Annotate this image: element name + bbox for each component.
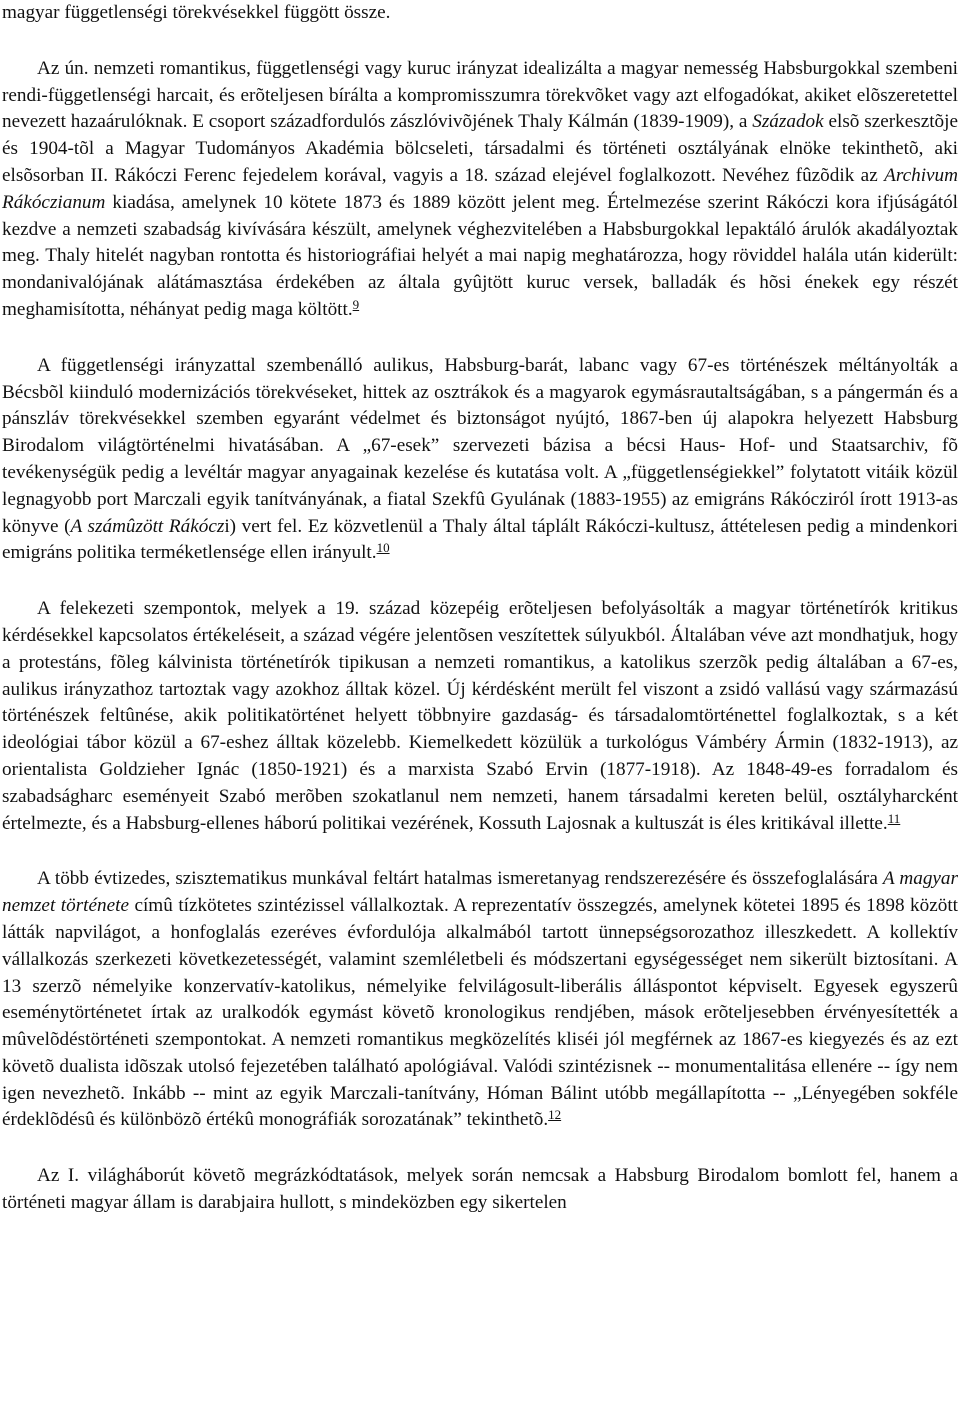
journal-title: Századok — [752, 111, 824, 133]
paragraph-wwi — [2, 1163, 958, 1217]
text-run: i) vert fel. Ez közvetlenül a Thaly által táplált Rákóczi-kultusz, áttételesen pedig a mindenkori emigráns politika terméketlensége ellen irányult. — [2, 515, 958, 564]
footnote-link-11[interactable]: 11 — [887, 810, 901, 826]
paragraph-synthesis — [2, 866, 958, 1134]
text-run: Az ún. nemzeti romantikus, függetlenségi vagy kuruc irányzat idealizálta a magyar nemesség Habsburgokkal szembeni rendi-függetlenségi harcait, és erõteljesen bírálta a kompromisszumra törekvõket vagy azt elfogadókat, akiket elõszeretettel nevezett hazaárulóknak. E csoport századfordulós zászlóvivõjének Thaly Kálmán (1839-1909), a — [2, 57, 958, 133]
text-run: elsõ szerkesztõje és 1904-tõl a Magyar Tudományos Akadémia bölcseleti, társadalmi és történeti osztályának elnöke tekinthetõ, aki elsõsorban II. Rákóczi Ferenc fejedelem korával, vagyis a 18. század elejével foglalkozott. Nevéhez fûzõdik az — [2, 111, 958, 186]
footnote-link-9[interactable]: 9 — [352, 296, 360, 312]
text-run: Az I. világháborút követõ megrázkódtatások, melyek során nemcsak a Habsburg Birodalom bomlott fel, hanem a történeti magyar állam is darabjaira hullott, s mindeközben egy sikertelen — [2, 1165, 958, 1214]
paragraph-aulic-school — [2, 353, 958, 567]
paragraph-romantic-school — [2, 56, 958, 324]
book-title: Archivum Rákóczianum — [2, 164, 958, 213]
text-run: magyar függetlenségi törekvésekkel függött össze. — [2, 2, 391, 23]
book-title: A magyar nemzet története — [2, 868, 958, 917]
text-run: A függetlenségi irányzattal szembenálló aulikus, Habsburg-barát, labanc vagy 67-es történészek méltányolták a Bécsbõl kiinduló modernizációs törekvéseket, hittek az osztrákok és a magyarok egymásrautaltságában, s a pángermán és a pánszláv törekvésekkel szemben egyaránt védelmet és biztonságot nyújtó, 1867-ben új alapokra helyezett Habsburg Birodalom világtörténelmi hivatásában. A „67-esek” szervezeti bázisa a bécsi Haus- Hof- und Staatsarchiv, fõ tevékenységük pedig a levéltár magyar anyagainak kezelése és kutatása volt. A „függetlenségiekkel” folytatott vitáik közül legnagyobb port Marczali egyik tanítványának, a fiatal Szekfû Gyulának (1883-1955) az emigráns Rákócziról írott 1913-as könyve ( — [2, 354, 958, 537]
book-title: A számûzött Rákócz — [70, 515, 225, 537]
text-run: A több évtizedes, szisztematikus munkával feltárt hatalmas ismeretanyag rendszerezésére és összefoglalására — [37, 868, 883, 890]
footnote-link-10[interactable]: 10 — [376, 540, 390, 556]
text-run: A felekezeti szempontok, melyek a 19. század közepéig erõteljesen befolyásolták a magyar történetírók kritikus kérdésekkel kapcsolatos értékeléseit, a század végére jelentõsen veszítettek súlyukból. Általában véve azt mondhatjuk, hogy a protestáns, fõleg kálvinista történetírók tipikusan a nemzeti romantikus, a katolikus szerzõk pedig általában a 67-es, aulikus irányzathoz tartoztak vagy azokhoz álltak közel. Új kérdésként merült fel viszont a zsidó vallású vagy származású történészek feltûnése, akik politikatörténet helyett többnyire gazdaság- és társadalomtörténettel foglalkoztak, s a két ideológiai tábor közül a 67-eshez álltak közelebb. Kiemelkedett közülük a turkológus Vámbéry Ármin (1832-1913), az orientalista Goldzieher Ignác (1850-1921) és a marxista Szabó Ervin (1877-1918). Az 1848-49-es forradalom és szabadságharc eseményeit Szabó merõben szokatlanul nem nemzeti, hanem társadalmi kereten belül, osztályharcként értelmezte, és a Habsburg-ellenes háború politikai vezérének, Kossuth Lajosnak a kultuszát is éles kritikával illette. — [2, 598, 958, 834]
footnote-link-12[interactable]: 12 — [548, 1107, 562, 1123]
text-run: kiadása, amelynek 10 kötete 1873 és 1889 között jelent meg. Értelmezése szerint Rákóczi kora ifjúságától kezdve a nemzeti szabadság kivívására készült, amelynek véghezvitelében a Habsburgokkal lepaktáló árulók akadályoztak meg. Thaly hitelét nagyban rontotta és historiográfiai helyét a mai napig meghatározza, hogy röviddel halála után kiderült: mondanivalójának alátámasztása érdekében az általa gyûjtött kuruc versek, balladák és hõsi énekek egy részét meghamisította, néhányat pedig maga költött. — [2, 191, 958, 320]
paragraph-intro-line — [2, 0, 958, 27]
paragraph-denominational — [2, 596, 958, 837]
text-run: címû tízkötetes szintézissel vállalkoztak. A reprezentatív összegzés, amelynek kötetei 1895 és 1898 között látták napvilágot, a honfoglalás ezeréves évfordulója alkalmából tartott ünnepségsorozathoz illeszkedett. A kollektív vállalkozás szerkezeti következetességét, valamint szemléletbeli és módszertani egységességet nem sikerült biztosítani. A 13 szerzõ némelyike konzervatív-katolikus, némelyike felvilágosult-liberális álláspontot képviselt. Egyesek egyszerû eseménytörténetet írtak az uralkodók egymást követõ kronologikus rendjében, mások erõteljesebben érvényesítették a mûvelõdéstörténeti szempontokat. A nemzeti romantikus megközelítés kliséi jól megférnek az 1867-es kiegyezés és az ezt követõ dualista idõszak utolsó fejezetében található apológiával. Valódi szintézisnek -- monumentalitása ellenére -- így nem igen nevezhetõ. Inkább -- mint az egyik Marczali-tanítvány, Hóman Bálint utóbb megállapította -- „Lényegében sokféle érdeklõdésû és különbözõ értékû monográfiák sorozatának” tekinthetõ. — [2, 895, 958, 1131]
